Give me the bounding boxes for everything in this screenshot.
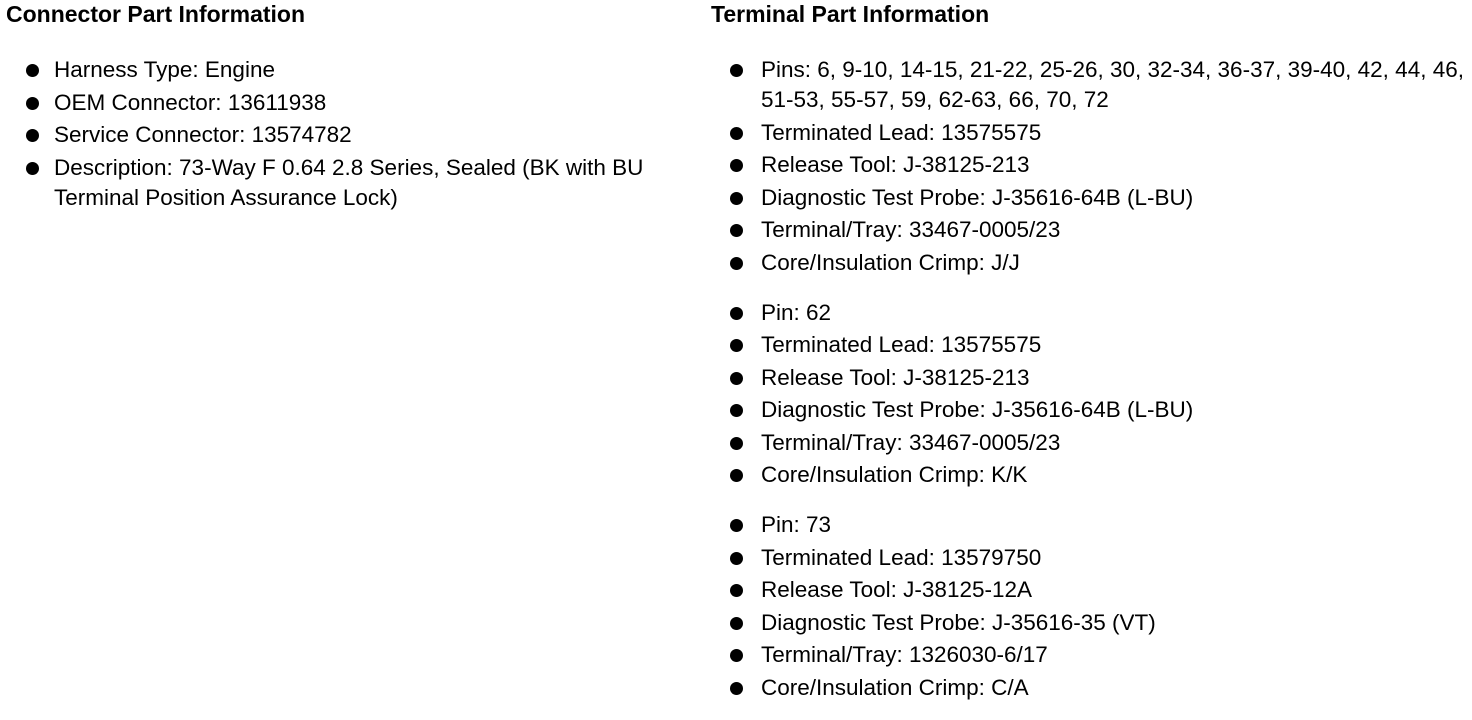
- list-item-service-connector: Service Connector: 13574782: [6, 120, 674, 150]
- list-item-pin: Pin: 62: [711, 298, 1469, 328]
- terminal-part-section: [711, 0, 1469, 705]
- terminal-group-3: [711, 510, 1469, 703]
- terminal-part-heading: Terminal Part Information: [711, 1, 990, 27]
- connector-part-heading: Connector Part Information: [6, 1, 306, 27]
- list-item-terminal-tray: Terminal/Tray: 1326030-6/17: [711, 640, 1469, 670]
- list-item-terminated-lead: Terminated Lead: 13575575: [711, 118, 1469, 148]
- list-item-pins: Pins: 6, 9-10, 14-15, 21-22, 25-26, 30, 32-34, 36-37, 39-40, 42, 44, 46, 51-53, 55-57, 59, 62-63, 66, 70, 72: [711, 55, 1469, 115]
- list-item-description: Description: 73-Way F 0.64 2.8 Series, Sealed (BK with BU Terminal Position Assurance Lock): [6, 153, 674, 213]
- list-item-diagnostic-test-probe: Diagnostic Test Probe: J-35616-64B (L-BU): [711, 183, 1469, 213]
- list-item-terminated-lead: Terminated Lead: 13575575: [711, 330, 1469, 360]
- list-item-release-tool: Release Tool: J-38125-213: [711, 150, 1469, 180]
- list-item-terminal-tray: Terminal/Tray: 33467-0005/23: [711, 215, 1469, 245]
- list-item-oem-connector: OEM Connector: 13611938: [6, 88, 674, 118]
- list-item-harness-type: Harness Type: Engine: [6, 55, 674, 85]
- list-item-diagnostic-test-probe: Diagnostic Test Probe: J-35616-35 (VT): [711, 608, 1469, 638]
- list-item-diagnostic-test-probe: Diagnostic Test Probe: J-35616-64B (L-BU): [711, 395, 1469, 425]
- list-item-terminal-tray: Terminal/Tray: 33467-0005/23: [711, 428, 1469, 458]
- connector-part-list: [6, 55, 696, 213]
- list-item-core-insulation-crimp: Core/Insulation Crimp: K/K: [711, 460, 1469, 490]
- list-item-terminated-lead: Terminated Lead: 13579750: [711, 543, 1469, 573]
- terminal-group-2: [711, 298, 1469, 491]
- list-item-release-tool: Release Tool: J-38125-213: [711, 363, 1469, 393]
- list-item-core-insulation-crimp: Core/Insulation Crimp: J/J: [711, 248, 1469, 278]
- list-item-core-insulation-crimp: Core/Insulation Crimp: C/A: [711, 673, 1469, 703]
- connector-part-section: [6, 0, 696, 215]
- list-item-pin: Pin: 73: [711, 510, 1469, 540]
- list-item-release-tool: Release Tool: J-38125-12A: [711, 575, 1469, 605]
- terminal-group-1: [711, 55, 1469, 278]
